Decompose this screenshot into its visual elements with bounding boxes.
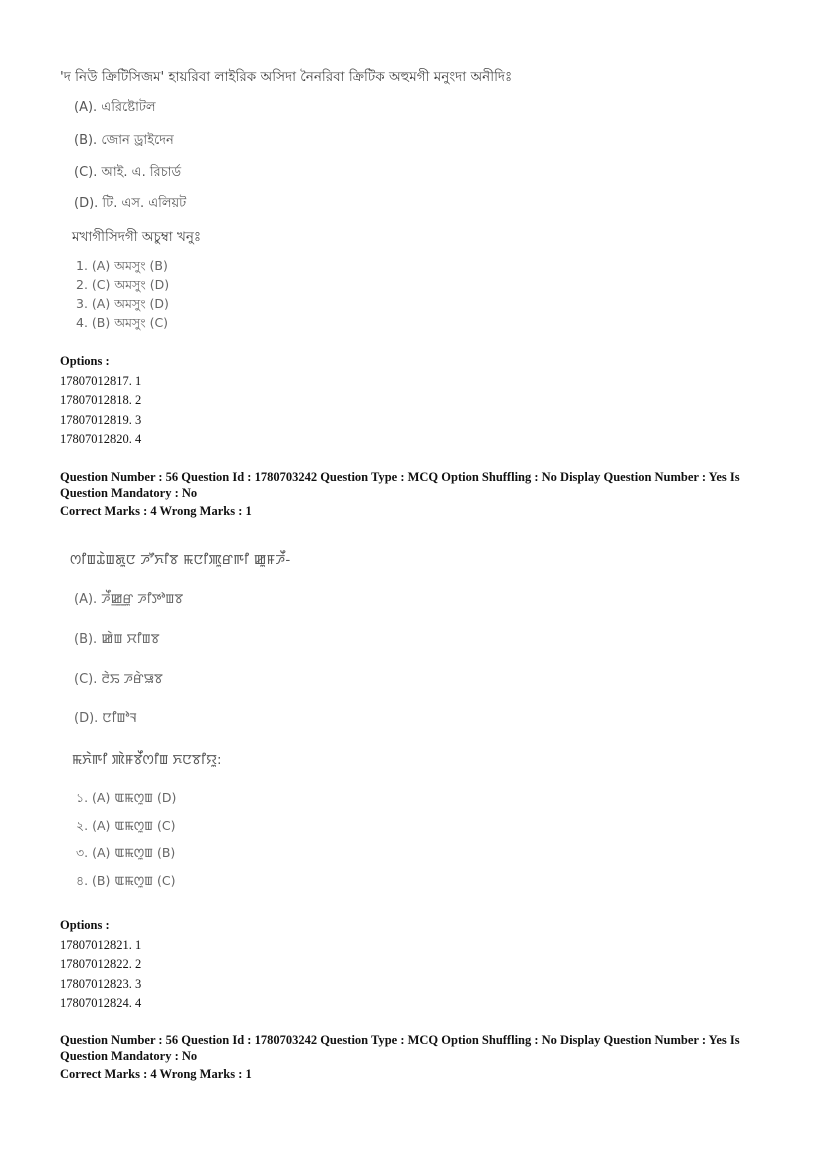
meta-line-1: Question Number : 56 Question Id : 1780703242 Question Type : MCQ Option Shuffling : No Display Question Number : Yes Is bbox=[60, 470, 740, 484]
option-c: (C). ꯂꯥꯢ ꯍꯔꯥꯎꯕ bbox=[74, 672, 163, 687]
options-label: Options : bbox=[60, 354, 110, 368]
answer-choice-1: ১. (A) ꯑꯃꯁꯨꯡ (D) bbox=[76, 790, 177, 805]
option-id-1: 17807012817. 1 bbox=[60, 373, 142, 388]
option-d: (D). টি. এস. এলিয়ট bbox=[74, 196, 187, 211]
options-label: Options : bbox=[60, 918, 110, 932]
option-id-2: 17807012822. 2 bbox=[60, 957, 142, 971]
option-id-3: 17807012819. 3 bbox=[60, 412, 142, 427]
question-stem: 'দ নিউ ক্রিটিসিজম' হায়রিবা লাইরিক অসিদা নৈনরিবা ক্রিটিক অহুমগী মনুংদা অনীদিঃ bbox=[60, 69, 513, 85]
option-id-2: 17807012818. 2 bbox=[60, 393, 142, 407]
answer-choice-1: 1. (A) অমসুং (B) bbox=[76, 258, 168, 273]
match-prompt: মখাগীসিদগী অচুম্বা খনুঃ bbox=[72, 229, 202, 245]
meta-line-2: Question Mandatory : No bbox=[60, 486, 198, 500]
option-b: (B). জোন ড্রাইদেন bbox=[74, 133, 174, 148]
meta-line-1: Question Number : 56 Question Id : 1780703242 Question Type : MCQ Option Shuffling : No Display Question Number : Yes Is bbox=[60, 1033, 740, 1047]
option-d: (D). ꯅꯤꯡꯣꯜ bbox=[74, 711, 137, 726]
answer-choice-2: ২. (A) ꯑꯃꯁꯨꯡ (C) bbox=[76, 818, 176, 833]
meta-line-2: Question Mandatory : No bbox=[60, 1049, 198, 1063]
options-block-56 bbox=[60, 916, 141, 1014]
marks-line: Correct Marks : 4 Wrong Marks : 1 bbox=[60, 1067, 252, 1081]
answer-choice-4: 4. (B) অমসুং (C) bbox=[76, 315, 169, 330]
option-c: (C). আই. এ. রিচার্ড bbox=[74, 165, 182, 180]
options-block-55 bbox=[60, 352, 141, 450]
question-stem: ꯁꯤꯡꯊꯥꯡꯗꯨꯅ ꯍꯧꯈꯤꯕ ꯃꯅꯤꯄꯨꯔꯒꯤ ꯀꯨꯝꯍꯩ- bbox=[70, 552, 291, 568]
option-b: (B). ꯀꯥꯡ ꯆꯤꯡꯕ bbox=[74, 632, 160, 647]
option-id-3: 17807012823. 3 bbox=[60, 976, 142, 991]
answer-choice-3: 3. (A) অমসুং (D) bbox=[76, 296, 169, 311]
question-57-meta bbox=[60, 1032, 752, 1082]
match-prompt: ꯃꯈꯥꯒꯤ ꯄꯥꯝꯕꯩꯁꯤꯡ ꯈꯅꯕꯤꯌꯨ: bbox=[72, 752, 222, 768]
answer-choice-4: ৪. (B) ꯑꯃꯁꯨꯡ (C) bbox=[76, 873, 176, 888]
question-56-meta bbox=[60, 469, 752, 519]
answer-choice-3: ৩. (A) ꯑꯃꯁꯨꯡ (B) bbox=[76, 845, 176, 860]
option-a: (A). এরিষ্টোটল bbox=[74, 100, 156, 115]
option-a: (A). ꯍꯩꯀ꯭ꯔꯨ ꯍꯤꯇꯣꯡꯕ bbox=[74, 592, 184, 607]
marks-line: Correct Marks : 4 Wrong Marks : 1 bbox=[60, 504, 252, 518]
option-id-4: 17807012824. 4 bbox=[60, 996, 142, 1010]
option-id-4: 17807012820. 4 bbox=[60, 432, 142, 446]
option-id-1: 17807012821. 1 bbox=[60, 937, 142, 952]
answer-choice-2: 2. (C) অমসুং (D) bbox=[76, 277, 170, 292]
